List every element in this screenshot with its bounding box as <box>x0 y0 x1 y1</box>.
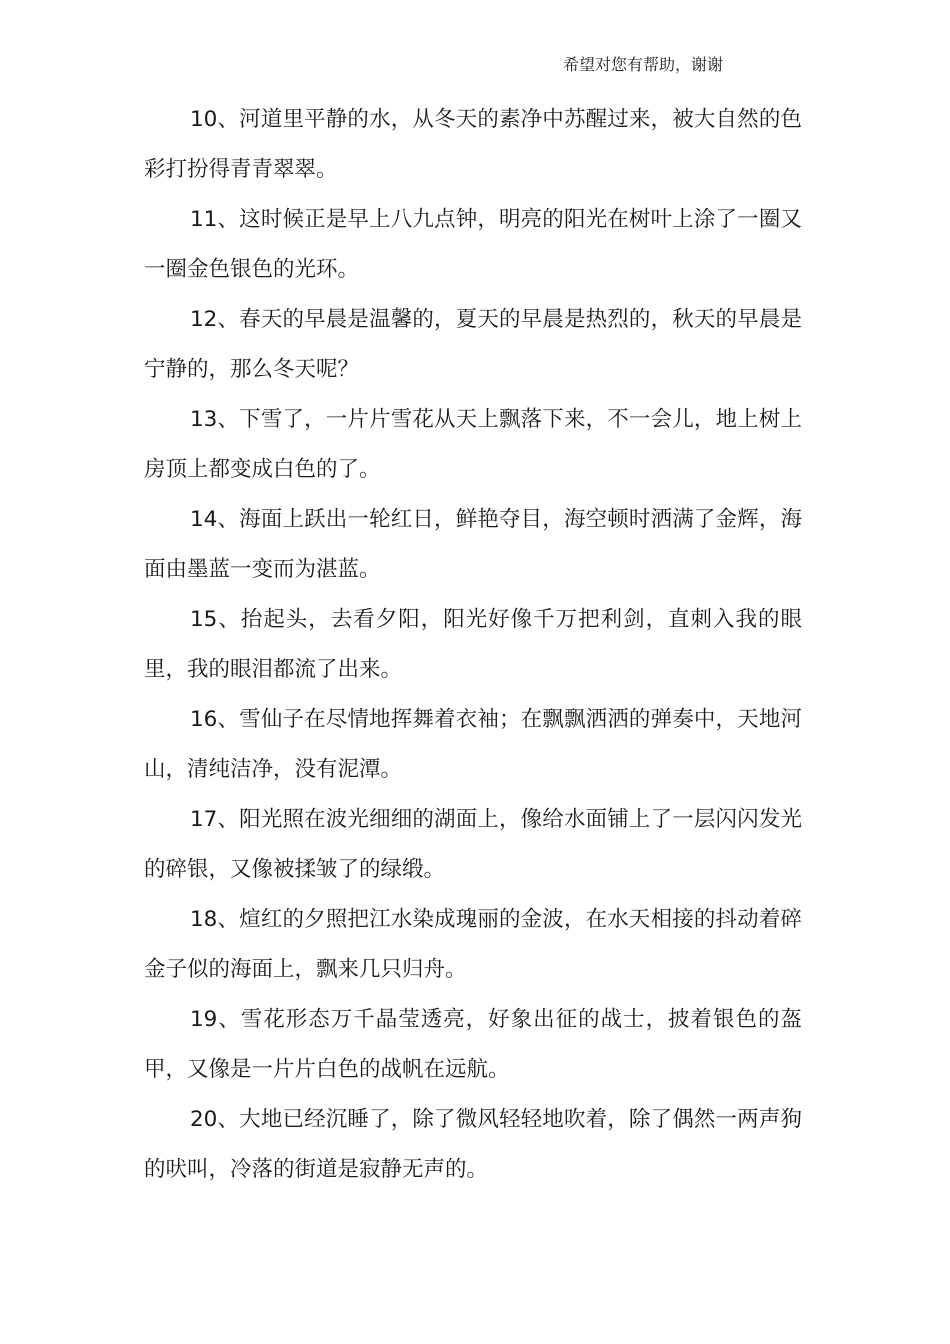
paragraph-17: 17、阳光照在波光细细的湖面上，像给水面铺上了一层闪闪发光的碎银，又像被揉皱了的绿缎。 <box>144 807 802 882</box>
paragraph-14: 14、海面上跃出一轮红日，鲜艳夺目，海空顿时洒满了金辉，海面由墨蓝一变而为湛蓝。 <box>144 507 802 582</box>
paragraph-12: 12、春天的早晨是温馨的，夏天的早晨是热烈的，秋天的早晨是宁静的，那么冬天呢？ <box>144 307 802 382</box>
paragraph-16: 16、雪仙子在尽情地挥舞着衣袖；在飘飘洒洒的弹奏中，天地河山，清纯洁净，没有泥潭。 <box>144 707 802 782</box>
paragraph-20: 20、大地已经沉睡了，除了微风轻轻地吹着，除了偶然一两声狗的吠叫，冷落的街道是寂静无声的。 <box>144 1107 802 1182</box>
paragraph-18: 18、煊红的夕照把江水染成瑰丽的金波，在水天相接的抖动着碎金子似的海面上，飘来几只归舟。 <box>144 907 802 982</box>
paragraph-13: 13、下雪了，一片片雪花从天上飘落下来，不一会儿，地上树上房顶上都变成白色的了。 <box>144 407 802 482</box>
document-body <box>144 95 802 1195</box>
paragraph-19: 19、雪花形态万千晶莹透亮，好象出征的战士，披着银色的盔甲，又像是一片片白色的战帆在远航。 <box>144 1007 802 1082</box>
paragraph-10: 10、河道里平静的水，从冬天的素净中苏醒过来，被大自然的色彩打扮得青青翠翠。 <box>144 107 802 182</box>
page-header: 希望对您有帮助，谢谢 <box>563 55 724 74</box>
paragraph-15: 15、抬起头，去看夕阳，阳光好像千万把利剑，直刺入我的眼里，我的眼泪都流了出来。 <box>144 607 802 682</box>
paragraph-11: 11、这时候正是早上八九点钟，明亮的阳光在树叶上涂了一圈又一圈金色银色的光环。 <box>144 207 802 282</box>
